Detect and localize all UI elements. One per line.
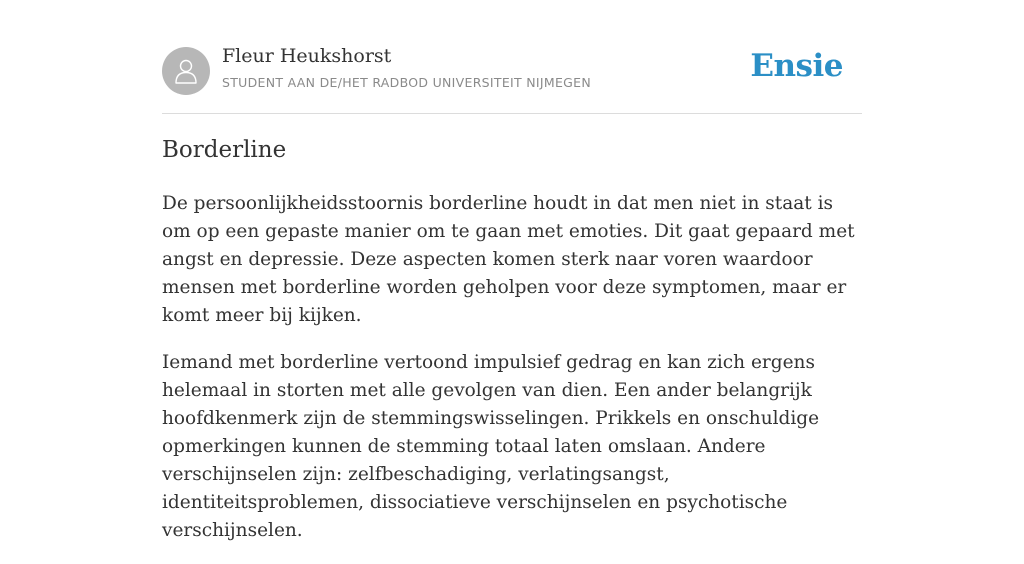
brand-logo[interactable]: Ensie — [750, 48, 843, 84]
article-paragraph: De persoonlijkheidsstoornis borderline houdt in dat men niet in staat is om op een gepaste manier om te gaan met emoties. Dit gaat gepaard met angst en depressie. Deze aspecten komen sterk naar voren waardoor mensen met borderline worden geholpen voor deze symptomen, maar er komt meer bij kijken. — [162, 193, 855, 326]
article-header — [162, 0, 862, 114]
article-card — [162, 0, 862, 541]
avatar[interactable] — [162, 47, 210, 95]
author-role: STUDENT AAN DE/HET RADBOD UNIVERSITEIT NIJMEGEN — [222, 75, 591, 90]
article-paragraph: Iemand met borderline vertoond impulsief gedrag en kan zich ergens helemaal in storten met alle gevolgen van dien. Een ander belangrijk hoofdkenmerk zijn de stemmingswisselingen. Prikkels en onschuldige opmerkingen kunnen de stemming totaal laten omslaan. Andere verschijnselen zijn: zelfbeschadiging, verlatingsangst, identiteitsproblemen, dissociatieve verschijnselen en psychotische verschijnselen. — [162, 352, 820, 541]
article-title: Borderline — [162, 137, 287, 163]
author-name[interactable]: Fleur Heukshorst — [222, 45, 392, 67]
article-body — [162, 190, 862, 564]
user-silhouette-icon — [171, 56, 201, 86]
